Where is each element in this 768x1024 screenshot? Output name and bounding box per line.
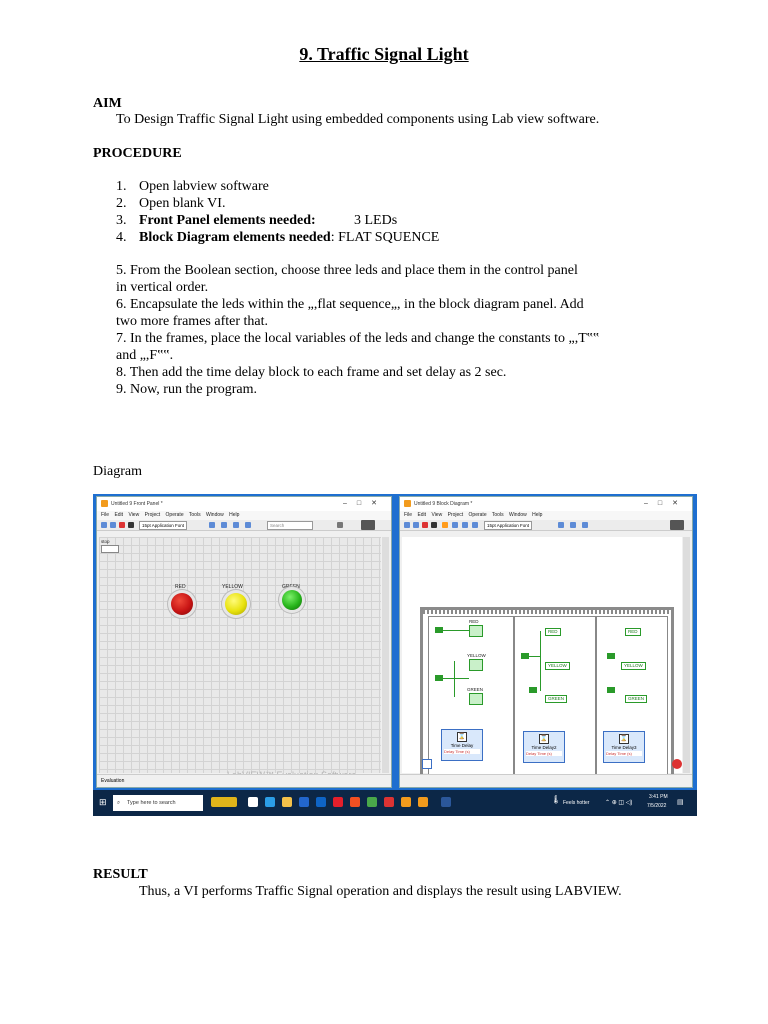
highlight-execution-icon[interactable] (442, 522, 448, 528)
hourglass-icon: ⌛ (458, 734, 466, 740)
procedure-line: two more frames after that. (116, 314, 268, 329)
hourglass-icon: ⌛ (620, 736, 628, 742)
weather-text: Feels hotter (563, 800, 590, 806)
red-local-variable[interactable]: RED (625, 628, 641, 636)
block-diagram-titlebar (400, 497, 692, 511)
window-title: Untitled 9 Front Panel * (111, 501, 163, 507)
step-bold-text: Front Panel elements needed: (139, 213, 316, 228)
procedure-line: 6. Encapsulate the leds within the „,flat sequence„, in the block diagram panel. Add (116, 297, 584, 312)
red-local-variable[interactable]: RED (545, 628, 561, 636)
led-label-green: GREEN (282, 584, 300, 590)
step-number: 4. (116, 230, 127, 245)
wire (540, 631, 541, 691)
pause-icon[interactable] (128, 522, 134, 528)
abort-icon[interactable] (422, 522, 428, 528)
green-local-variable[interactable]: GREEN (545, 695, 567, 703)
page-title: 9. Traffic Signal Light (299, 44, 469, 64)
wire (443, 630, 469, 631)
menu-bar[interactable]: File Edit View Project Operate Tools Window Help (97, 511, 391, 520)
vertical-scrollbar[interactable] (683, 537, 690, 773)
search-icon[interactable] (337, 522, 343, 528)
led-yellow[interactable] (225, 593, 247, 615)
window-controls[interactable]: –□✕ (343, 500, 387, 507)
step-bold-text: Block Diagram elements needed (139, 230, 331, 245)
window-controls[interactable]: –□✕ (644, 500, 688, 507)
yellow-led-terminal[interactable] (469, 659, 483, 671)
step-over-icon[interactable] (462, 522, 468, 528)
yellow-local-variable[interactable]: YELLOW (545, 662, 570, 670)
sequence-frame-2[interactable] (514, 616, 596, 778)
toolbar (400, 520, 692, 531)
run-icon[interactable] (101, 522, 107, 528)
align-icon[interactable] (558, 522, 564, 528)
led-terminal-label: GREEN (467, 687, 484, 692)
step-text: 3 LEDs (354, 213, 398, 228)
led-red[interactable] (171, 593, 193, 615)
labview-icon (101, 500, 108, 507)
step-item (116, 212, 398, 229)
led-label-yellow: YELLOW (222, 584, 243, 590)
procedure-steps (116, 178, 440, 246)
delay-input-label: Delay Time (s) (606, 751, 642, 756)
step-text: : FLAT SQUENCE (330, 230, 440, 245)
stop-label: stop (101, 539, 110, 544)
front-panel-titlebar (97, 497, 391, 511)
procedure-paragraphs (116, 262, 599, 398)
office-icon[interactable] (350, 797, 360, 807)
taskbar-search[interactable] (113, 795, 203, 811)
step-text: Open blank VI. (139, 196, 226, 211)
step-number: 3. (116, 213, 127, 228)
front-panel-canvas[interactable] (99, 537, 381, 773)
false-constant[interactable] (435, 675, 443, 681)
sequence-frame-1[interactable] (428, 616, 514, 778)
align-icon[interactable] (209, 522, 215, 528)
chrome-icon[interactable] (367, 797, 377, 807)
flat-sequence-structure[interactable] (420, 607, 674, 783)
font-selector[interactable]: 15pt Application Font (139, 521, 187, 530)
led-green[interactable] (282, 590, 302, 610)
wire (443, 678, 469, 679)
procedure-heading: PROCEDURE (93, 146, 182, 161)
reorder-icon[interactable] (582, 522, 588, 528)
stop-node-icon[interactable] (672, 759, 682, 769)
distribute-icon[interactable] (221, 522, 227, 528)
word-icon[interactable] (441, 797, 451, 807)
task-view-icon[interactable] (248, 797, 258, 807)
time-delay-block[interactable] (441, 729, 483, 761)
windows-start-icon[interactable]: ⊞ (99, 797, 107, 807)
result-heading: RESULT (93, 867, 148, 882)
delay-input-label: Delay Time (s) (526, 751, 562, 756)
mail-icon[interactable] (316, 797, 326, 807)
procedure-line: 7. In the frames, place the local variables of the leds and change the constants to „,T‟‟ (116, 331, 600, 346)
distribute-icon[interactable] (570, 522, 576, 528)
sequence-frame-3[interactable] (596, 616, 668, 778)
search-icon: ⌕ (117, 800, 121, 806)
step-item (116, 195, 226, 212)
time-delay-label: Time Delay3 (611, 745, 637, 750)
file-explorer-icon[interactable] (282, 797, 292, 807)
labview-screenshot (93, 494, 697, 816)
procedure-line: 8. Then add the time delay block to each frame and set delay as 2 sec. (116, 365, 507, 380)
vertical-scrollbar[interactable] (382, 537, 389, 773)
connector-pane-icon[interactable] (361, 520, 375, 530)
time-delay-label: Time Delay2 (531, 745, 557, 750)
weather-icon: 🌡 (551, 795, 562, 804)
stop-terminal[interactable] (422, 759, 432, 769)
windows-taskbar (93, 790, 697, 816)
status-bar (400, 774, 692, 787)
notification-icon[interactable]: ▤ (677, 799, 684, 806)
app-icon[interactable] (384, 797, 394, 807)
run-icon[interactable] (404, 522, 410, 528)
resize-icon[interactable] (233, 522, 239, 528)
false-constant[interactable] (521, 653, 529, 659)
step-item (116, 178, 269, 195)
store-icon[interactable] (299, 797, 309, 807)
window-title: Untitled 9 Block Diagram * (414, 501, 473, 507)
reorder-icon[interactable] (245, 522, 251, 528)
procedure-line: 9. Now, run the program. (116, 382, 258, 397)
diagram-label: Diagram (93, 464, 142, 479)
time-delay-label: Time Delay (450, 743, 474, 748)
step-out-icon[interactable] (472, 522, 478, 528)
green-local-variable[interactable]: GREEN (625, 695, 647, 703)
step-text: Open labview software (139, 179, 269, 194)
system-tray-icons[interactable]: ⌃ ⊕ ◫ ◁) (605, 800, 633, 806)
stop-button[interactable] (101, 545, 119, 553)
youtube-icon[interactable] (333, 797, 343, 807)
result-text: Thus, a VI performs Traffic Signal operation and displays the result using LABVIEW. (139, 884, 622, 899)
block-diagram-window (399, 496, 693, 788)
pause-icon[interactable] (431, 522, 437, 528)
aim-text: To Design Traffic Signal Light using embedded components using Lab view software. (116, 112, 600, 127)
led-label-red: RED (175, 584, 186, 590)
labview-taskbar-icon[interactable] (418, 797, 428, 807)
edge-icon[interactable] (265, 797, 275, 807)
weather-widget-icon[interactable] (211, 797, 237, 807)
delay-input-label: Delay Time (s) (444, 749, 480, 754)
false-constant[interactable] (529, 687, 537, 693)
procedure-line: in vertical order. (116, 280, 209, 295)
wire (454, 661, 455, 697)
step-number: 2. (116, 196, 127, 211)
taskbar-search-text: Type here to search (127, 800, 176, 806)
run-continuously-icon[interactable] (110, 522, 116, 528)
true-constant[interactable] (435, 627, 443, 633)
step-into-icon[interactable] (452, 522, 458, 528)
led-terminal-label: YELLOW (467, 653, 486, 658)
labview-taskbar-icon[interactable] (401, 797, 411, 807)
procedure-line: and „,F‟‟. (116, 348, 174, 363)
front-panel-window (96, 496, 392, 788)
yellow-local-variable[interactable]: YELLOW (621, 662, 646, 670)
led-terminal-label: RED (469, 619, 479, 624)
run-continuously-icon[interactable] (413, 522, 419, 528)
red-led-terminal[interactable] (469, 625, 483, 637)
step-item (116, 229, 440, 246)
clock-date: 7/5/2022 (647, 803, 667, 809)
toolbar (97, 520, 391, 531)
vi-icon[interactable] (670, 520, 684, 530)
step-number: 1. (116, 179, 127, 194)
green-led-terminal[interactable] (469, 693, 483, 705)
labview-icon (404, 500, 411, 507)
status-bar: Evaluation (97, 774, 391, 787)
true-constant[interactable] (607, 687, 615, 693)
menu-bar[interactable]: File Edit View Project Operate Tools Window Help (400, 511, 692, 520)
clock-time: 3:41 PM (649, 794, 668, 800)
time-delay-block[interactable] (603, 731, 645, 763)
abort-icon[interactable] (119, 522, 125, 528)
aim-heading: AIM (93, 96, 122, 111)
hourglass-icon: ⌛ (540, 736, 548, 742)
search-input[interactable]: Search (267, 521, 313, 530)
font-selector[interactable]: 15pt Application Font (484, 521, 532, 530)
false-constant[interactable] (607, 653, 615, 659)
procedure-line: 5. From the Boolean section, choose three leds and place them in the control panel (116, 263, 578, 278)
time-delay-block[interactable] (523, 731, 565, 763)
block-diagram-canvas[interactable] (402, 537, 682, 773)
